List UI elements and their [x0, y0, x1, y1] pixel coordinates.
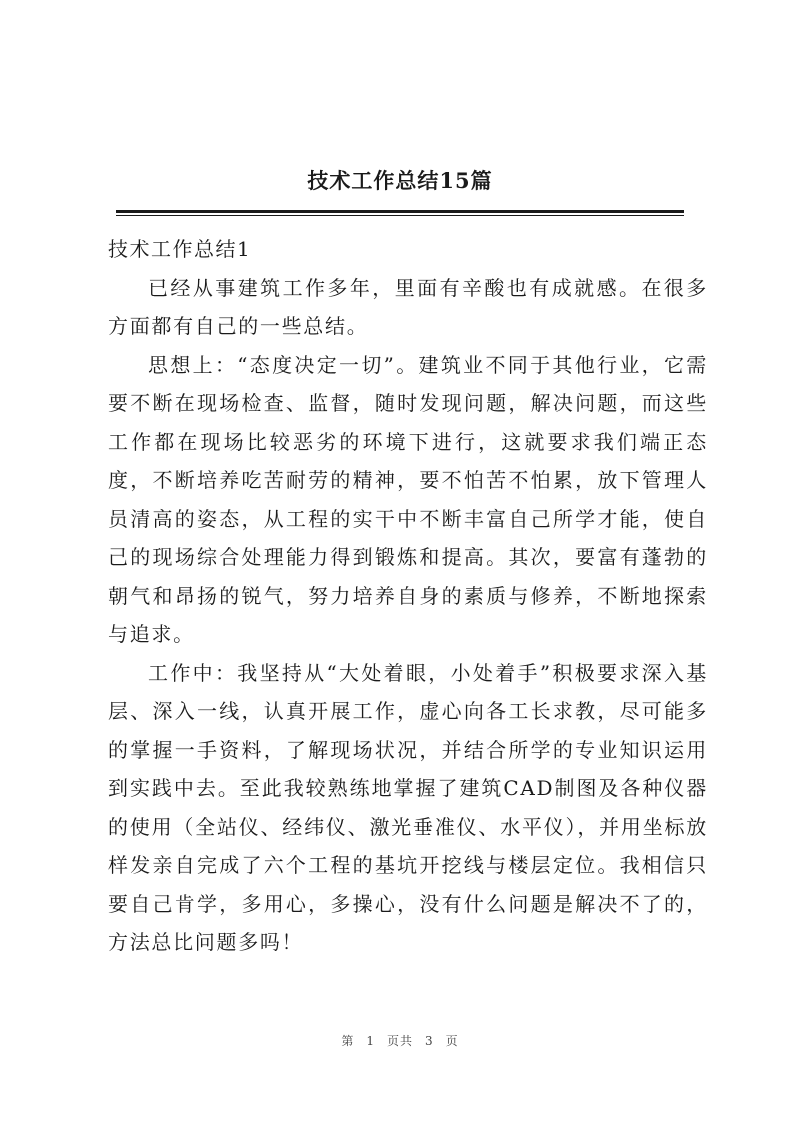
footer-page-total: 3	[425, 1034, 434, 1048]
footer-prefix: 第	[341, 1034, 355, 1048]
footer-middle: 页共	[386, 1034, 413, 1048]
footer-page-number: 1	[366, 1034, 375, 1048]
section-heading: 技术工作总结1	[108, 237, 252, 261]
title-rule-thick	[116, 210, 684, 213]
document-title: 技术工作总结15篇	[307, 168, 493, 193]
footer-suffix: 页	[445, 1034, 459, 1048]
title-rule-thin	[116, 215, 684, 216]
paragraph-intro: 已经从事建筑工作多年，里面有辛酸也有成就感。在很多方面都有自己的一些总结。	[108, 275, 708, 338]
document-body	[108, 230, 708, 962]
paragraph-thought: 思想上：“态度决定一切”。建筑业不同于其他行业，它需要不断在现场检查、监督，随时发现问题，解决问题，而这些工作都在现场比较恶劣的环境下进行，这就要求我们端正态度，不断培养吃苦耐劳的精神，要不怕苦不怕累，放下管理人员清高的姿态，从工程的实干中不断丰富自己所学才能，使自己的现场综合处理能力得到锻炼和提高。其次，要富有蓬勃的朝气和昂扬的锐气，努力培养自身的素质与修养，不断地探索与追求。	[108, 352, 708, 646]
page-footer	[0, 1032, 800, 1049]
paragraph-work: 工作中：我坚持从“大处着眼，小处着手”积极要求深入基层、深入一线，认真开展工作，虚心向各工长求教，尽可能多的掌握一手资料，了解现场状况，并结合所学的专业知识运用到实践中去。至此我较熟练地掌握了建筑CAD制图及各种仪器的使用（全站仪、经纬仪、激光垂准仪、水平仪），并用坐标放样发亲自完成了六个工程的基坑开挖线与楼层定位。我相信只要自己肯学，多用心，多操心，没有什么问题是解决不了的，方法总比问题多吗！	[108, 660, 708, 954]
